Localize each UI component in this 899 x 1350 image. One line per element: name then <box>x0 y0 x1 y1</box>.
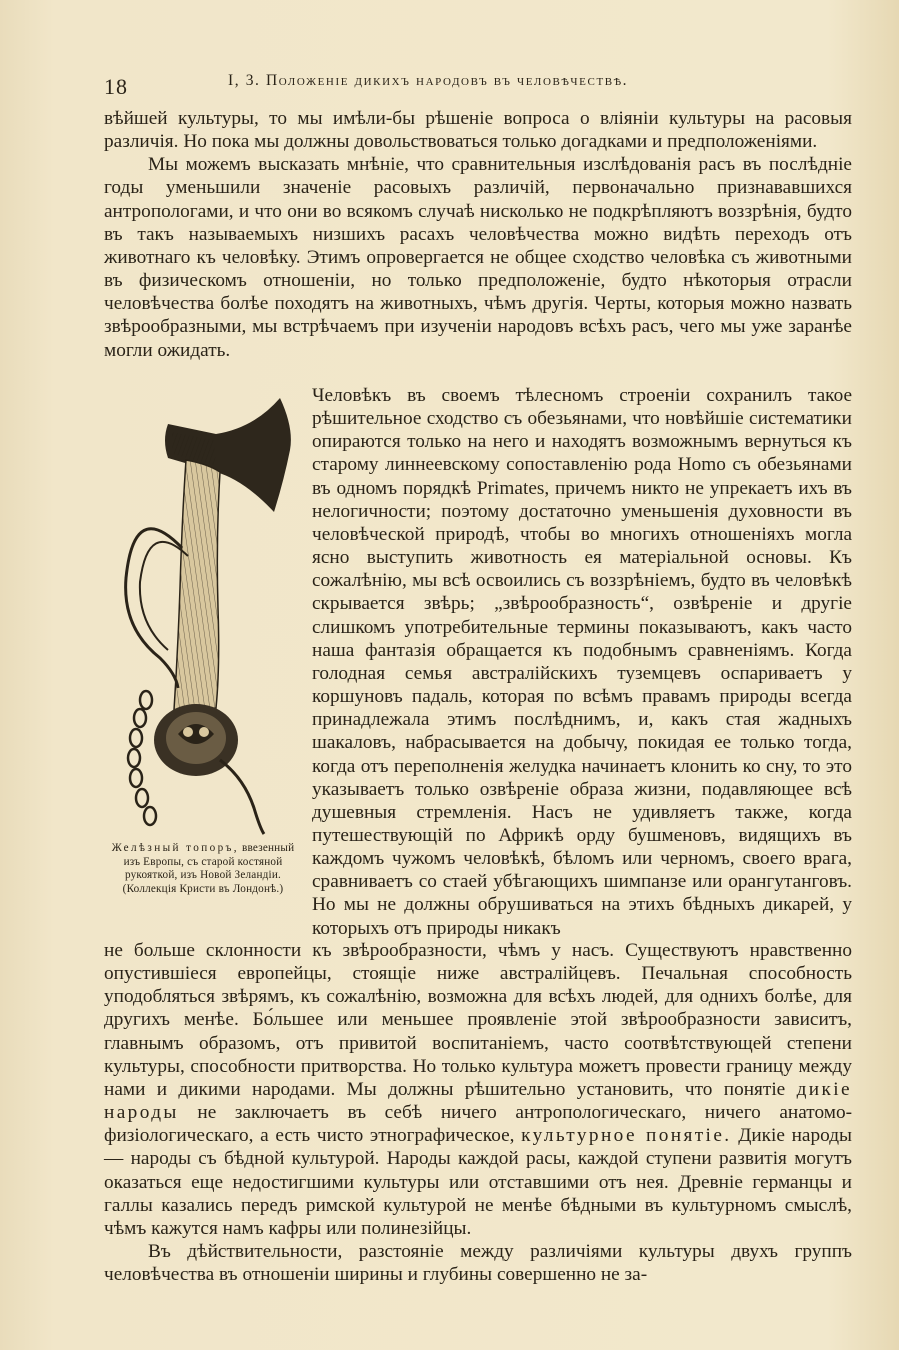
paragraph: Человѣкъ въ своемъ тѣлесномъ строеніи сохранилъ такое рѣшительное сходство съ обезьянами, что новѣйшіе систематики опираются только на него и находятъ возможнымъ вернуться къ старому линнеевскому сопоставленію рода Homo съ обезьянами въ одномъ порядкѣ Primates, причемъ никто не упрекаетъ ихъ въ нелогичности; поэтому достаточно уменьшенія духовности въ человѣческой природѣ, чтобы во многихъ отношеніяхъ могла ясно выступить животность ея матеріальной основы. Къ сожалѣнію, мы всѣ освоились съ воззрѣніемъ, будто въ человѣкѣ скрывается звѣрь; „звѣрообразность“, озвѣреніе и другіе слишкомъ употребительные термины показываютъ, какъ часто наша фантазія обращается къ подобнымъ сравненіямъ. Когда голодная семья австралійскихъ туземцевъ оспариваетъ у коршуновъ падаль, которая по всѣмъ правамъ природы всегда принадлежала этимъ послѣднимъ, и, какъ стая жадныхъ шакаловъ, набрасывается на добычу, покидая ее только тогда, когда отъ переполненія желудка начинаетъ клонить ко сну, то это указываетъ только озвѣреніе образа жизни, подавляющее всѣ душевныя стремленія. Насъ не удивляетъ также, когда путешествующій по Африкѣ орду бушменовъ, видящихъ въ каждомъ чужомъ человѣкѣ, бѣломъ или черномъ, своего врага, сравниваетъ со стаей убѣгающихъ шимпанзе или орангутанговъ. Но мы не должны обрушиваться на этихъ бѣдныхъ дикарей, у которыхъ отъ природы никакъ <box>312 385 852 939</box>
emphasis: культурное понятіе. <box>521 1125 732 1147</box>
text-run: не больше склонности къ звѣрообразности, чѣмъ у насъ. Существуютъ нравственно опустившіеся европейцы, стоящіе ниже австралійцевъ. Печальная способность уподобляться звѣрямъ, къ сожалѣнію, возможна для всѣхъ людей, для однихъ болѣе, для другихъ менѣе. Бо́льшее или меньшее проявленіе этой звѣрообразности зависитъ, главнымъ образомъ, отъ привитой воспитаніемъ, часто соотвѣтствующей степени культуры, способности притворства. Но только культура можетъ провести границу между нами и дикими народами. Мы должны рѣшительно установить, что понятіе <box>104 940 852 1100</box>
paragraph <box>104 939 852 1240</box>
paragraph: вѣйшей культуры, то мы имѣли-бы рѣшеніе вопроса о вліяніи культуры на расовыя различія. Но пока мы должны довольствоваться только догадками и предположеніями. <box>104 108 852 153</box>
page-number: 18 <box>104 74 128 99</box>
paragraph: Мы можемъ высказать мнѣніе, что сравнительныя изслѣдованія расъ въ послѣдніе годы уменьшили значеніе расовыхъ различій, первоначально признававшихся антропологами, и что они во всякомъ случаѣ нисколько не подкрѣпляютъ воззрѣнія, будто въ такъ называемыхъ низшихъ расахъ человѣчества можно видѣть переходъ отъ животнаго къ человѣку. Этимъ опровергается не общее сходство человѣка съ животными въ физическомъ отношеніи, но только предположеніе, будто нѣкоторыя отрасли человѣчества болѣе походятъ на животныхъ, чѣмъ другія. Черты, которыя можно назвать звѣрообразными, мы встрѣчаемъ при изученіи народовъ всѣхъ расъ, чего мы уже заранѣе могли ожидать. <box>104 154 852 361</box>
text-run: не заключаетъ въ себѣ ничего антропологическаго, ничего анатомо-физіологическаго, а есть чисто этнографическое, <box>104 1102 852 1147</box>
caption-title: Желѣзный топоръ, <box>111 842 239 854</box>
caption-text: ввезенный изъ Европы, съ старой костяной рукояткой, изъ Новой Зеландіи. (Коллекція Кристи въ Лондонѣ.) <box>122 842 295 895</box>
axe-illustration <box>104 388 302 838</box>
paragraph: Въ дѣйствительности, разстояніе между различіями культуры двухъ группъ человѣчества въ отношеніи ширины и глубины совершенно не за- <box>104 1241 852 1286</box>
figure-caption <box>103 842 303 896</box>
body-text-bottom <box>104 939 852 1286</box>
body-text-beside-figure <box>312 384 852 940</box>
iron-axe-engraving <box>104 388 302 838</box>
emphasis: дикіе народы <box>104 1078 852 1124</box>
page-header <box>104 70 852 100</box>
body-text-top <box>104 107 852 362</box>
text-run: Дикіе народы — народы съ бѣдной культурой. Народы каждой расы, каждой ступени развитія могутъ оказаться еще недостигшими культуры или отставшими отъ нея. Древніе германцы и галлы казались передъ римской культурой не менѣе бѣдными въ культурномъ смыслѣ, чѣмъ кажутся намъ кафры или полинезійцы. <box>104 1125 852 1239</box>
running-head: I, 3. Положеніе дикихъ народовъ въ человѣчествѣ. <box>228 72 629 89</box>
